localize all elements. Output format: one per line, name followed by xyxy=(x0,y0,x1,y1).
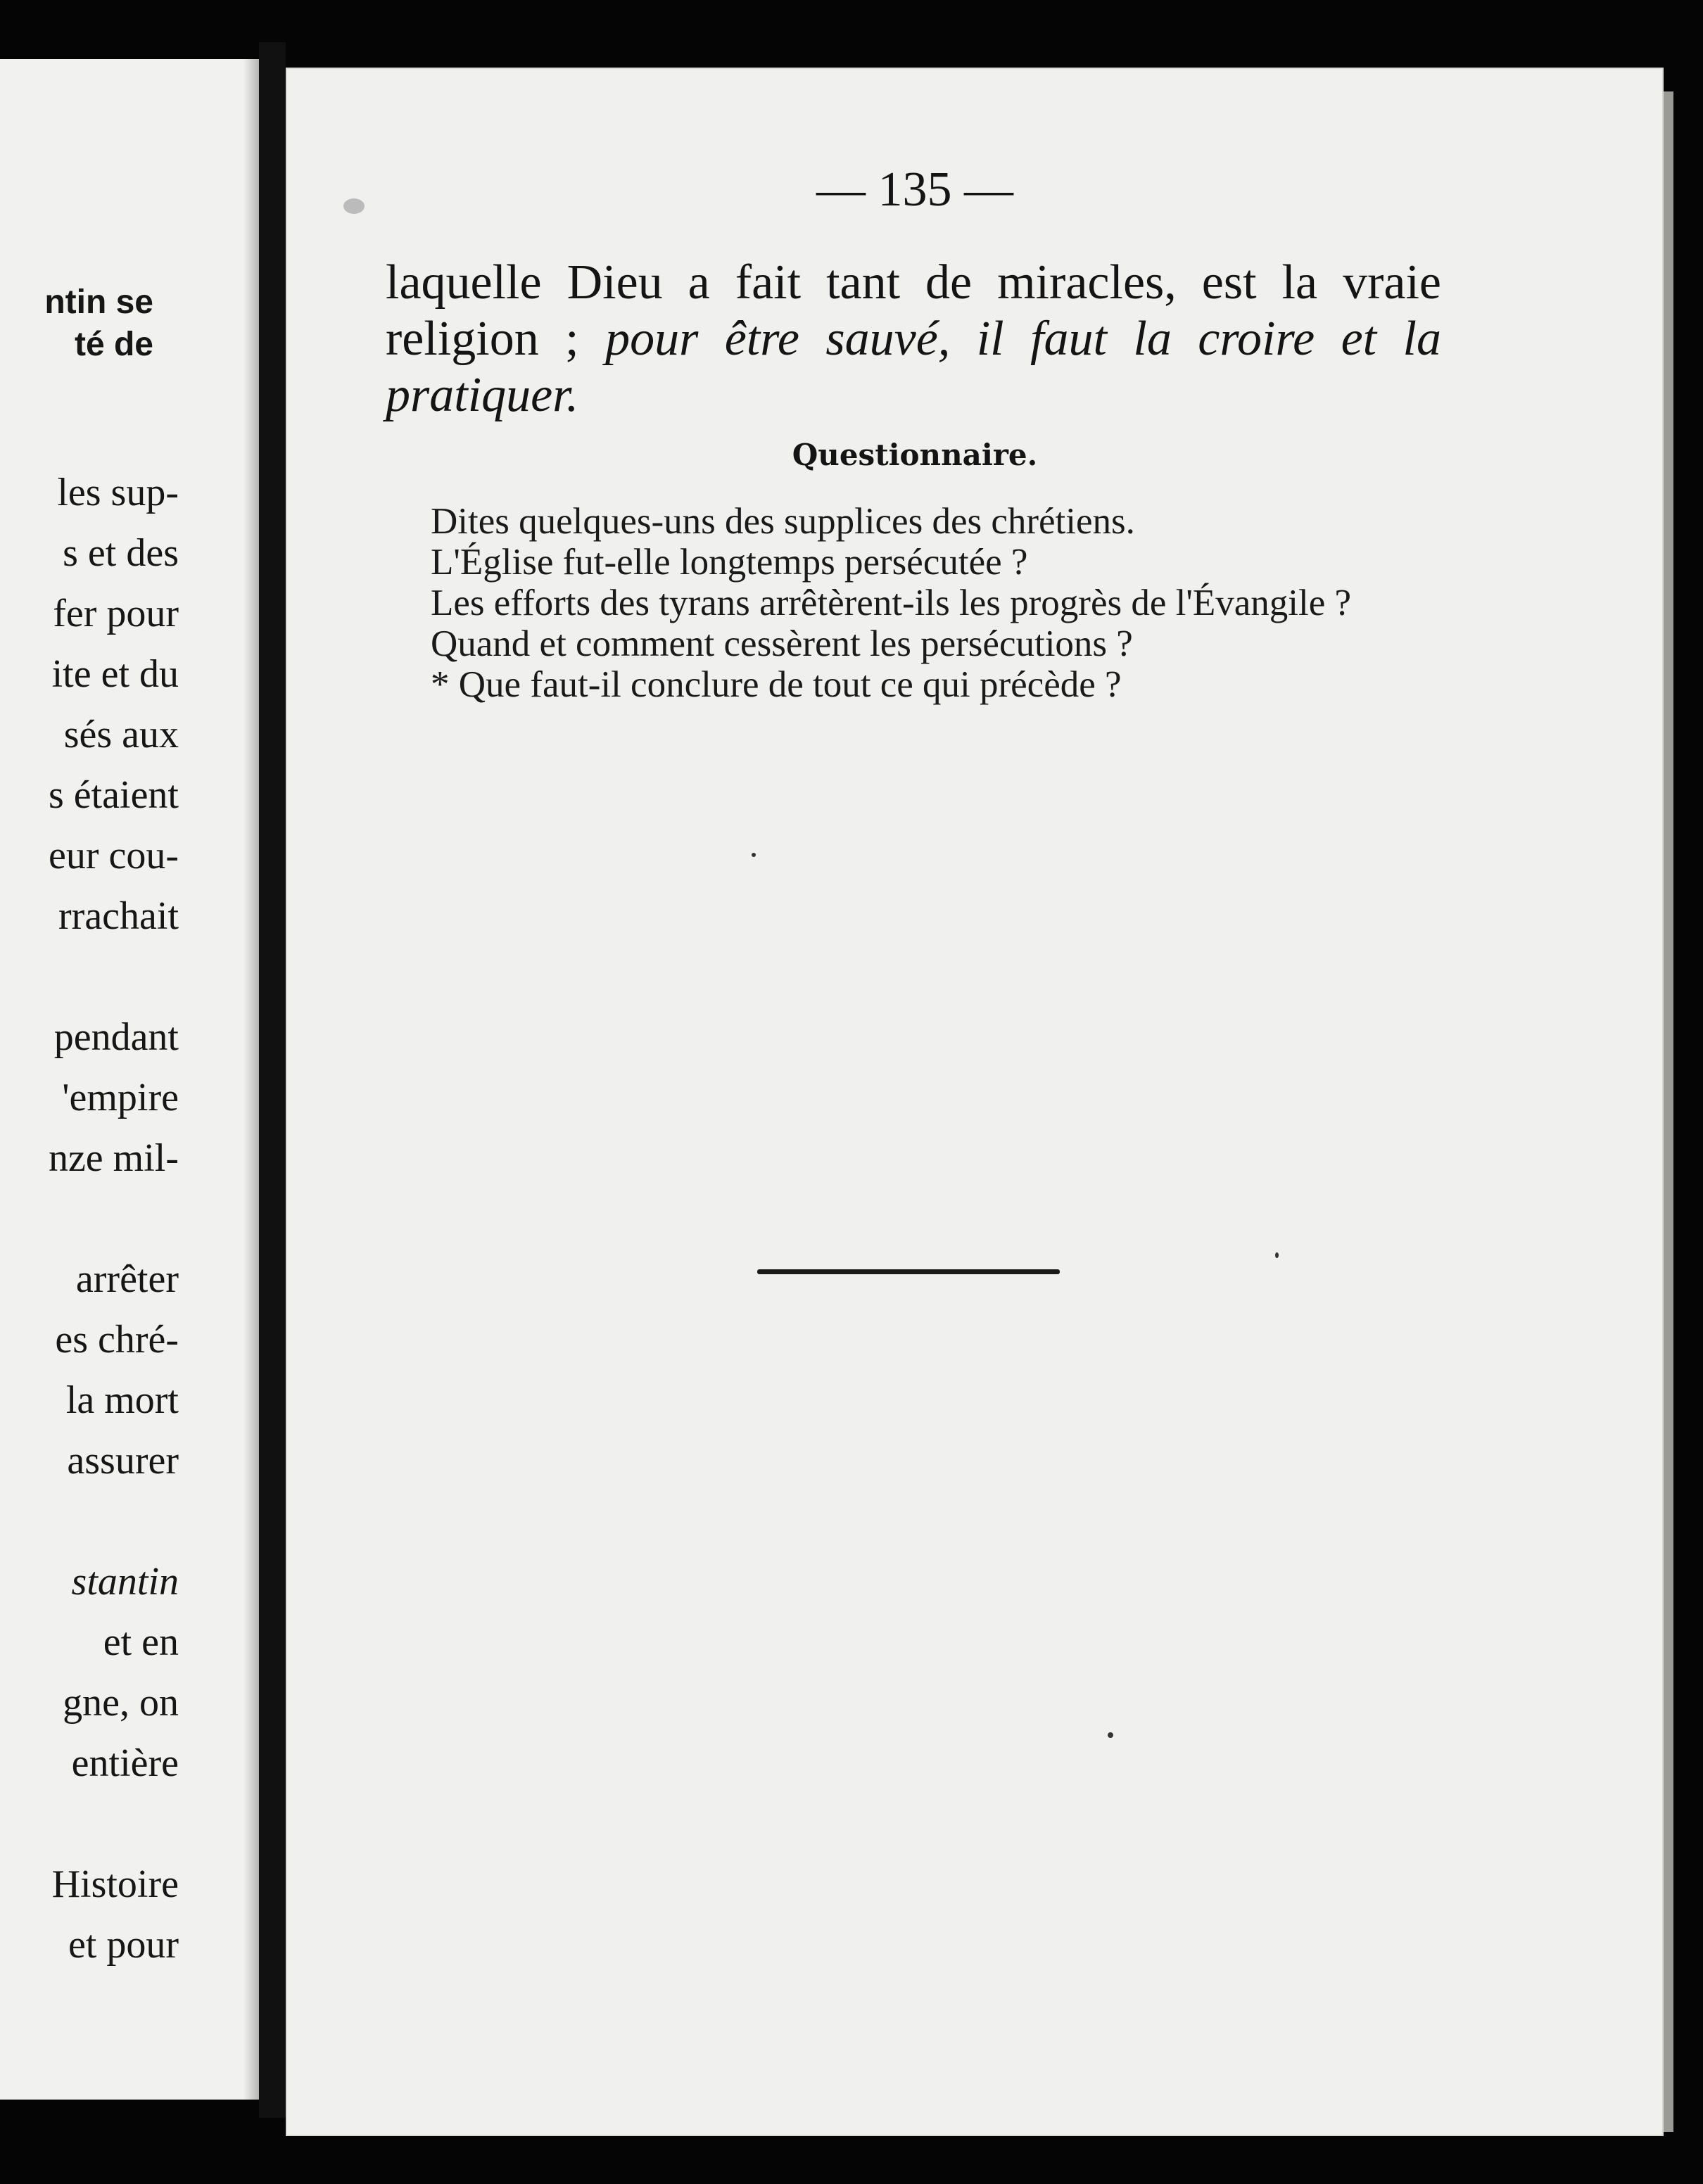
scan-speck xyxy=(1108,1732,1113,1738)
page-number: — 135 — xyxy=(816,163,1013,217)
scan-speck xyxy=(343,198,365,214)
question-item: * Que faut-il conclure de tout ce qui précède ? xyxy=(431,664,1122,705)
left-line: fer pour xyxy=(53,592,179,635)
left-line: s étaient xyxy=(48,773,179,817)
page-edge xyxy=(1664,91,1673,2132)
question-item: Les efforts des tyrans arrêtèrent-ils les progrès de l'Évangile ? xyxy=(431,583,1352,623)
left-line: rrachait xyxy=(58,894,179,938)
left-line: entière xyxy=(71,1741,179,1785)
left-line: eur cou- xyxy=(48,834,179,877)
left-line: la mort xyxy=(65,1378,179,1422)
left-line: ntin se xyxy=(44,284,153,321)
scan-speck xyxy=(1275,1252,1279,1258)
left-line: té de xyxy=(74,326,153,363)
left-line: s et des xyxy=(63,531,179,575)
book-spine xyxy=(259,42,286,2118)
left-line: stantin xyxy=(71,1560,179,1604)
left-line: 'empire xyxy=(62,1076,179,1119)
closing-paragraph xyxy=(386,255,1441,424)
left-line: pendant xyxy=(53,1015,179,1059)
question-item: Dites quelques-uns des supplices des chrétiens. xyxy=(431,501,1135,542)
left-line: arrêter xyxy=(75,1257,179,1301)
left-line: et pour xyxy=(68,1923,179,1967)
left-line: sés aux xyxy=(63,713,179,756)
scan-speck xyxy=(752,853,756,857)
section-rule xyxy=(757,1269,1060,1274)
left-line: assurer xyxy=(67,1439,179,1483)
left-line: et en xyxy=(103,1620,179,1664)
left-line: es chré- xyxy=(55,1318,179,1361)
left-line: Histoire xyxy=(51,1862,179,1906)
left-line: ite et du xyxy=(51,652,179,696)
paragraph-text: laquelle Dieu a fait tant de miracles, est la vraie religion ; xyxy=(386,255,1441,366)
gutter-shadow xyxy=(243,59,259,2100)
questionnaire-list xyxy=(386,501,1441,705)
question-item: Quand et comment cessèrent les persécutions ? xyxy=(431,623,1133,664)
questionnaire-heading: Questionnaire. xyxy=(792,438,1038,472)
question-item: L'Église fut-elle longtemps persécutée ? xyxy=(431,542,1028,583)
paragraph-italic-text: pour être sauvé, il faut la croire et la pratiquer. xyxy=(386,312,1441,422)
left-line: gne, on xyxy=(63,1681,179,1725)
left-line: nze mil- xyxy=(48,1136,179,1180)
left-line: les sup- xyxy=(57,471,179,514)
previous-page-fragment xyxy=(0,59,259,2100)
